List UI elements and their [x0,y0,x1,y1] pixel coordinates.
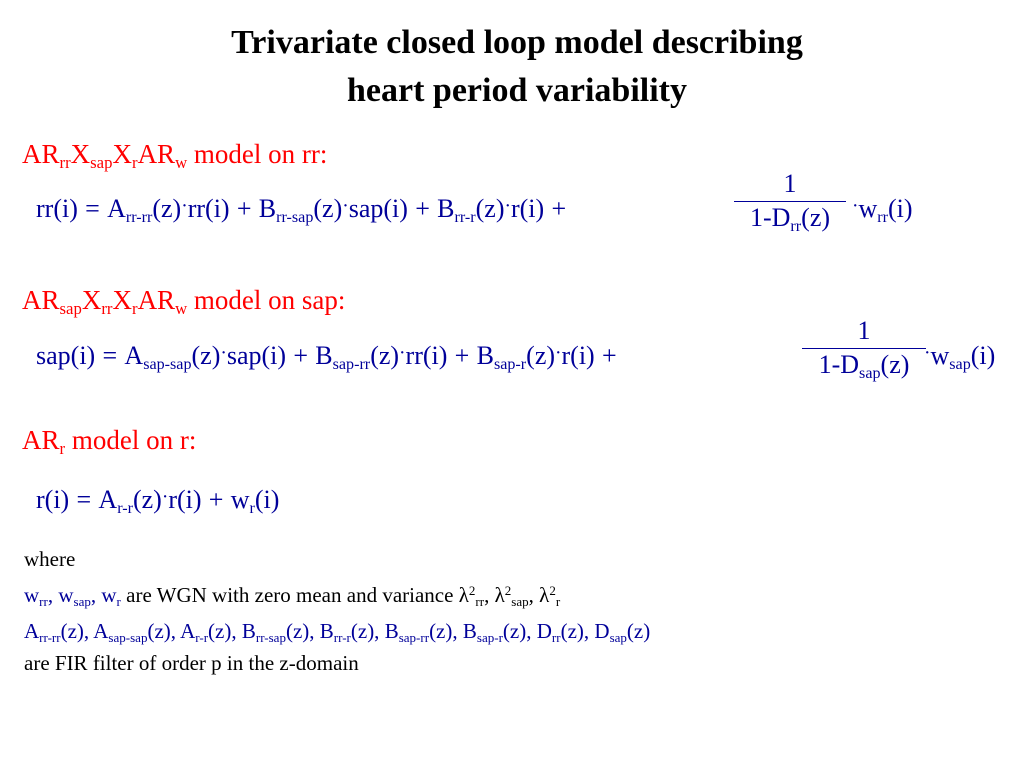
equation-rr: $rr(i) = A_{rr-rr}(z)\cdot rr(i) + B_{rr-sap}(z)\cdot sap(i) + B_{rr-r}(z)\cdot r(i)$ + [36,194,567,226]
notes-fir-statement: are FIR filter of order p in the z-domain [24,651,359,675]
equation-r: $r(i) = A_{r-r}(z)\cdot r(i) + w_r(i)$ [36,485,280,517]
filter-term: $B_{rr-sap}(z)$, [241,619,320,645]
section-heading-r: $AR_r$ model on r: [22,425,197,459]
notes-where: where [24,547,76,571]
filter-term: $B_{sap-rr}(z)$, [384,619,463,645]
equation-sap: $sap(i) = A_{sap-sap}(z)\cdot sap(i) + B_{sap-rr}(z)\cdot rr(i) + B_{sap-r}(z)\cdot r(i)$ + [36,341,617,373]
notes-filter-list [24,618,650,645]
noise-term-sap: $\cdot w_{sap}(i)$ [924,341,996,373]
filter-term: $D_{rr}(z)$, [536,619,595,645]
notes-noise-definition: $w_{rr}$, $w_{sap}$, $w_r$ are WGN with zero mean and variance $\lambda^2_{rr}$, $\lambda^2_{sap}$, $\lambda^2_r$ [24,582,561,609]
slide-title-line2: heart period variability [347,72,687,109]
fraction-rr: 1 $1-D_{rr}(z)$ [734,169,846,234]
fraction-sap: 1 $1-D_{sap}(z)$ [802,316,926,381]
filter-term: $A_{rr-rr}(z)$, [24,619,94,645]
filter-term: $D_{sap}(z)$ [594,619,651,645]
noise-term-rr: $\cdot w_{rr}(i)$ [852,194,913,226]
section-heading-sap: $AR_{sap}X_{rr}X_rAR_w$ model on sap: [22,285,346,319]
slide-title-line1: Trivariate closed loop model describing [231,24,803,61]
filter-term: $B_{sap-r}(z)$, [462,619,537,645]
filter-term: $B_{rr-r}(z)$, [319,619,385,645]
section-heading-rr: $AR_{rr}X_{sap}X_rAR_w$ model on rr: [22,139,328,173]
filter-term: $A_{r-r}(z)$, [180,619,242,645]
filter-term: $A_{sap-sap}(z)$, [93,619,181,645]
